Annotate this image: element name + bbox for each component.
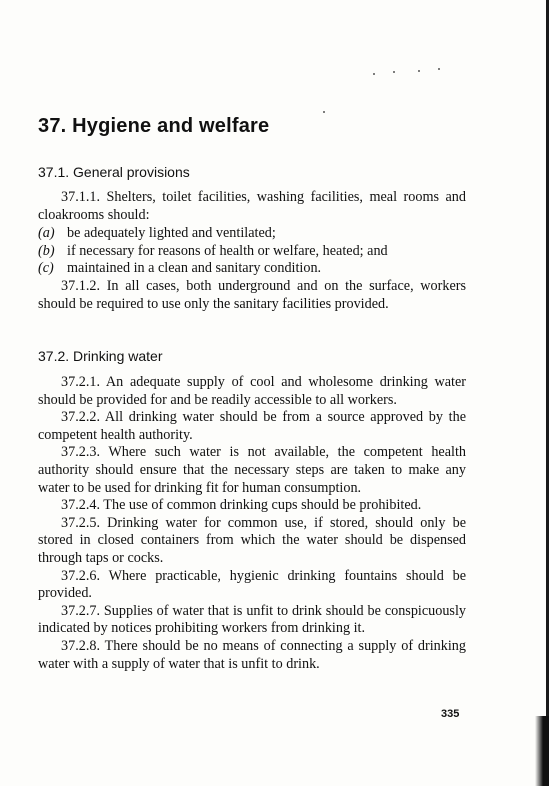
- paragraph-37-2-8: 37.2.8. There should be no means of connecting a supply of drinking water with a supply of water that is unfit to drink.: [38, 637, 466, 672]
- paragraph-37-2-3: 37.2.3. Where such water is not available, the competent health authority should ensure that the necessary steps are taken to make any water to be used for drinking fit for human consumption.: [38, 444, 466, 496]
- page-edge-corner: [535, 716, 549, 786]
- list-item-text: maintained in a clean and sanitary condition.: [67, 260, 322, 277]
- paragraph-block: [38, 278, 466, 313]
- scan-speck: [418, 70, 420, 72]
- paragraph-37-2-2: 37.2.2. All drinking water should be from a source approved by the competent health authority.: [38, 409, 466, 443]
- list-item-mark: (a): [38, 225, 55, 241]
- section-heading-drinking-water: 37.2. Drinking water: [38, 348, 163, 364]
- list-item: [38, 225, 466, 243]
- paragraph-block: [38, 374, 466, 673]
- paragraph-37-2-6: 37.2.6. Where practicable, hygienic drinking fountains should be provided.: [38, 567, 466, 602]
- list-item-mark: (b): [38, 242, 55, 259]
- paragraph-block: [38, 189, 466, 224]
- paragraph-37-1-2: 37.1.2. In all cases, both underground and on the surface, workers should be required to use only the sanitary facilities provided.: [38, 278, 466, 312]
- list-item-mark: (c): [38, 260, 54, 277]
- scan-speck: [438, 68, 440, 70]
- section-heading-general-provisions: 37.1. General provisions: [38, 164, 190, 180]
- chapter-title: 37. Hygiene and welfare: [38, 115, 270, 137]
- scan-speck: [393, 71, 395, 73]
- list-item-text: be adequately lighted and ventilated;: [67, 225, 276, 241]
- paragraph-37-2-5: 37.2.5. Drinking water for common use, if stored, should only be stored in closed containers from which the water should be dispensed through taps or cocks.: [38, 514, 466, 566]
- list-item-text: if necessary for reasons of health or welfare, heated; and: [67, 242, 388, 259]
- page-number: 335: [441, 708, 460, 720]
- paragraph-37-1-1: 37.1.1. Shelters, toilet facilities, washing facilities, meal rooms and cloakrooms should:: [38, 189, 466, 223]
- list-item: [38, 243, 466, 261]
- list-item: [38, 260, 466, 278]
- paragraph-37-2-1: 37.2.1. An adequate supply of cool and wholesome drinking water should be provided for and be readily accessible to all workers.: [38, 374, 466, 408]
- scan-speck: [323, 111, 325, 113]
- paragraph-37-2-4: 37.2.4. The use of common drinking cups should be prohibited.: [61, 497, 422, 514]
- scan-speck: [373, 73, 375, 75]
- provisions-list: [38, 225, 466, 278]
- paragraph-37-2-7: 37.2.7. Supplies of water that is unfit to drink should be conspicuously indicated by notices prohibiting workers from drinking it.: [38, 602, 466, 637]
